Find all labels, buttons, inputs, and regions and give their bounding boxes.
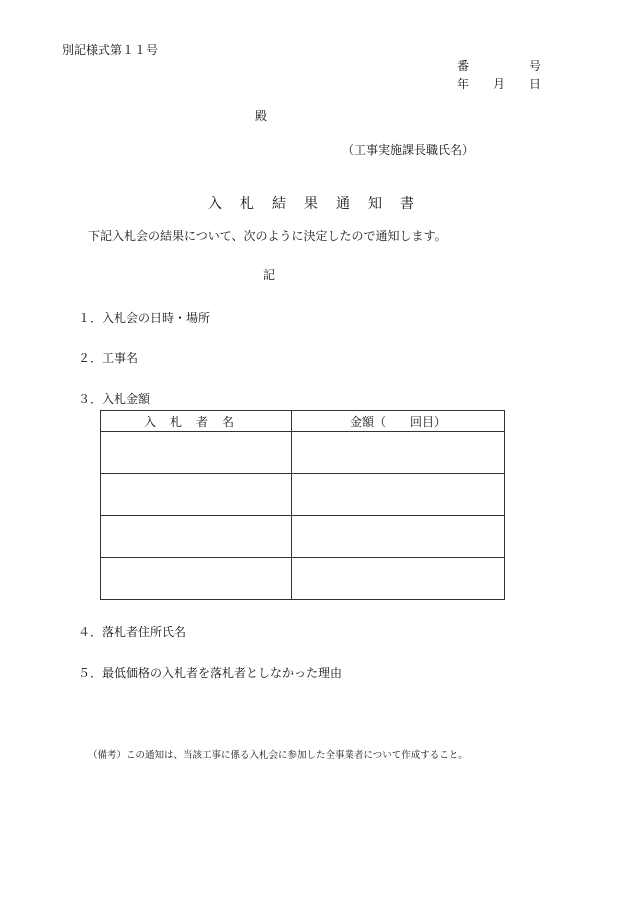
amount-cell[interactable] (292, 558, 505, 600)
issuer-name: （工事実施課長職氏名） (342, 143, 475, 157)
amount-cell[interactable] (292, 432, 505, 474)
form-label: 別記様式第１１号 (62, 43, 159, 57)
amount-header: 金額（ 回目） (292, 411, 505, 432)
bidder-cell[interactable] (101, 432, 292, 474)
bidder-cell[interactable] (101, 516, 292, 558)
table-row (101, 558, 505, 600)
bidder-cell[interactable] (101, 558, 292, 600)
table-row (101, 474, 505, 516)
date-line: 年 月 日 (457, 77, 542, 91)
item-3: ３．入札金額 (78, 392, 151, 406)
amount-cell[interactable] (292, 516, 505, 558)
table-row (101, 432, 505, 474)
amount-cell[interactable] (292, 474, 505, 516)
table-row (101, 516, 505, 558)
bid-amount-table (100, 410, 505, 600)
ki-label: 記 (263, 268, 276, 282)
item-4: ４．落札者住所氏名 (78, 625, 187, 639)
item-5: ５．最低価格の入札者を落札者としなかった理由 (78, 666, 343, 680)
addressee-suffix: 殿 (255, 109, 268, 123)
number-line: 番 号 (457, 59, 542, 73)
item-1: １．入札会の日時・場所 (78, 311, 211, 325)
table-header-row (101, 411, 505, 432)
bidder-cell[interactable] (101, 474, 292, 516)
item-2: ２．工事名 (78, 351, 139, 365)
document-title: 入札結果通知書 (208, 196, 432, 212)
remarks-note: （備考）この通知は、当該工事に係る入札会に参加した全事業者について作成すること。 (88, 750, 468, 761)
intro-text: 下記入札会の結果について、次のように決定したので通知します。 (88, 229, 447, 243)
bidder-name-header: 入札者名 (101, 411, 292, 432)
